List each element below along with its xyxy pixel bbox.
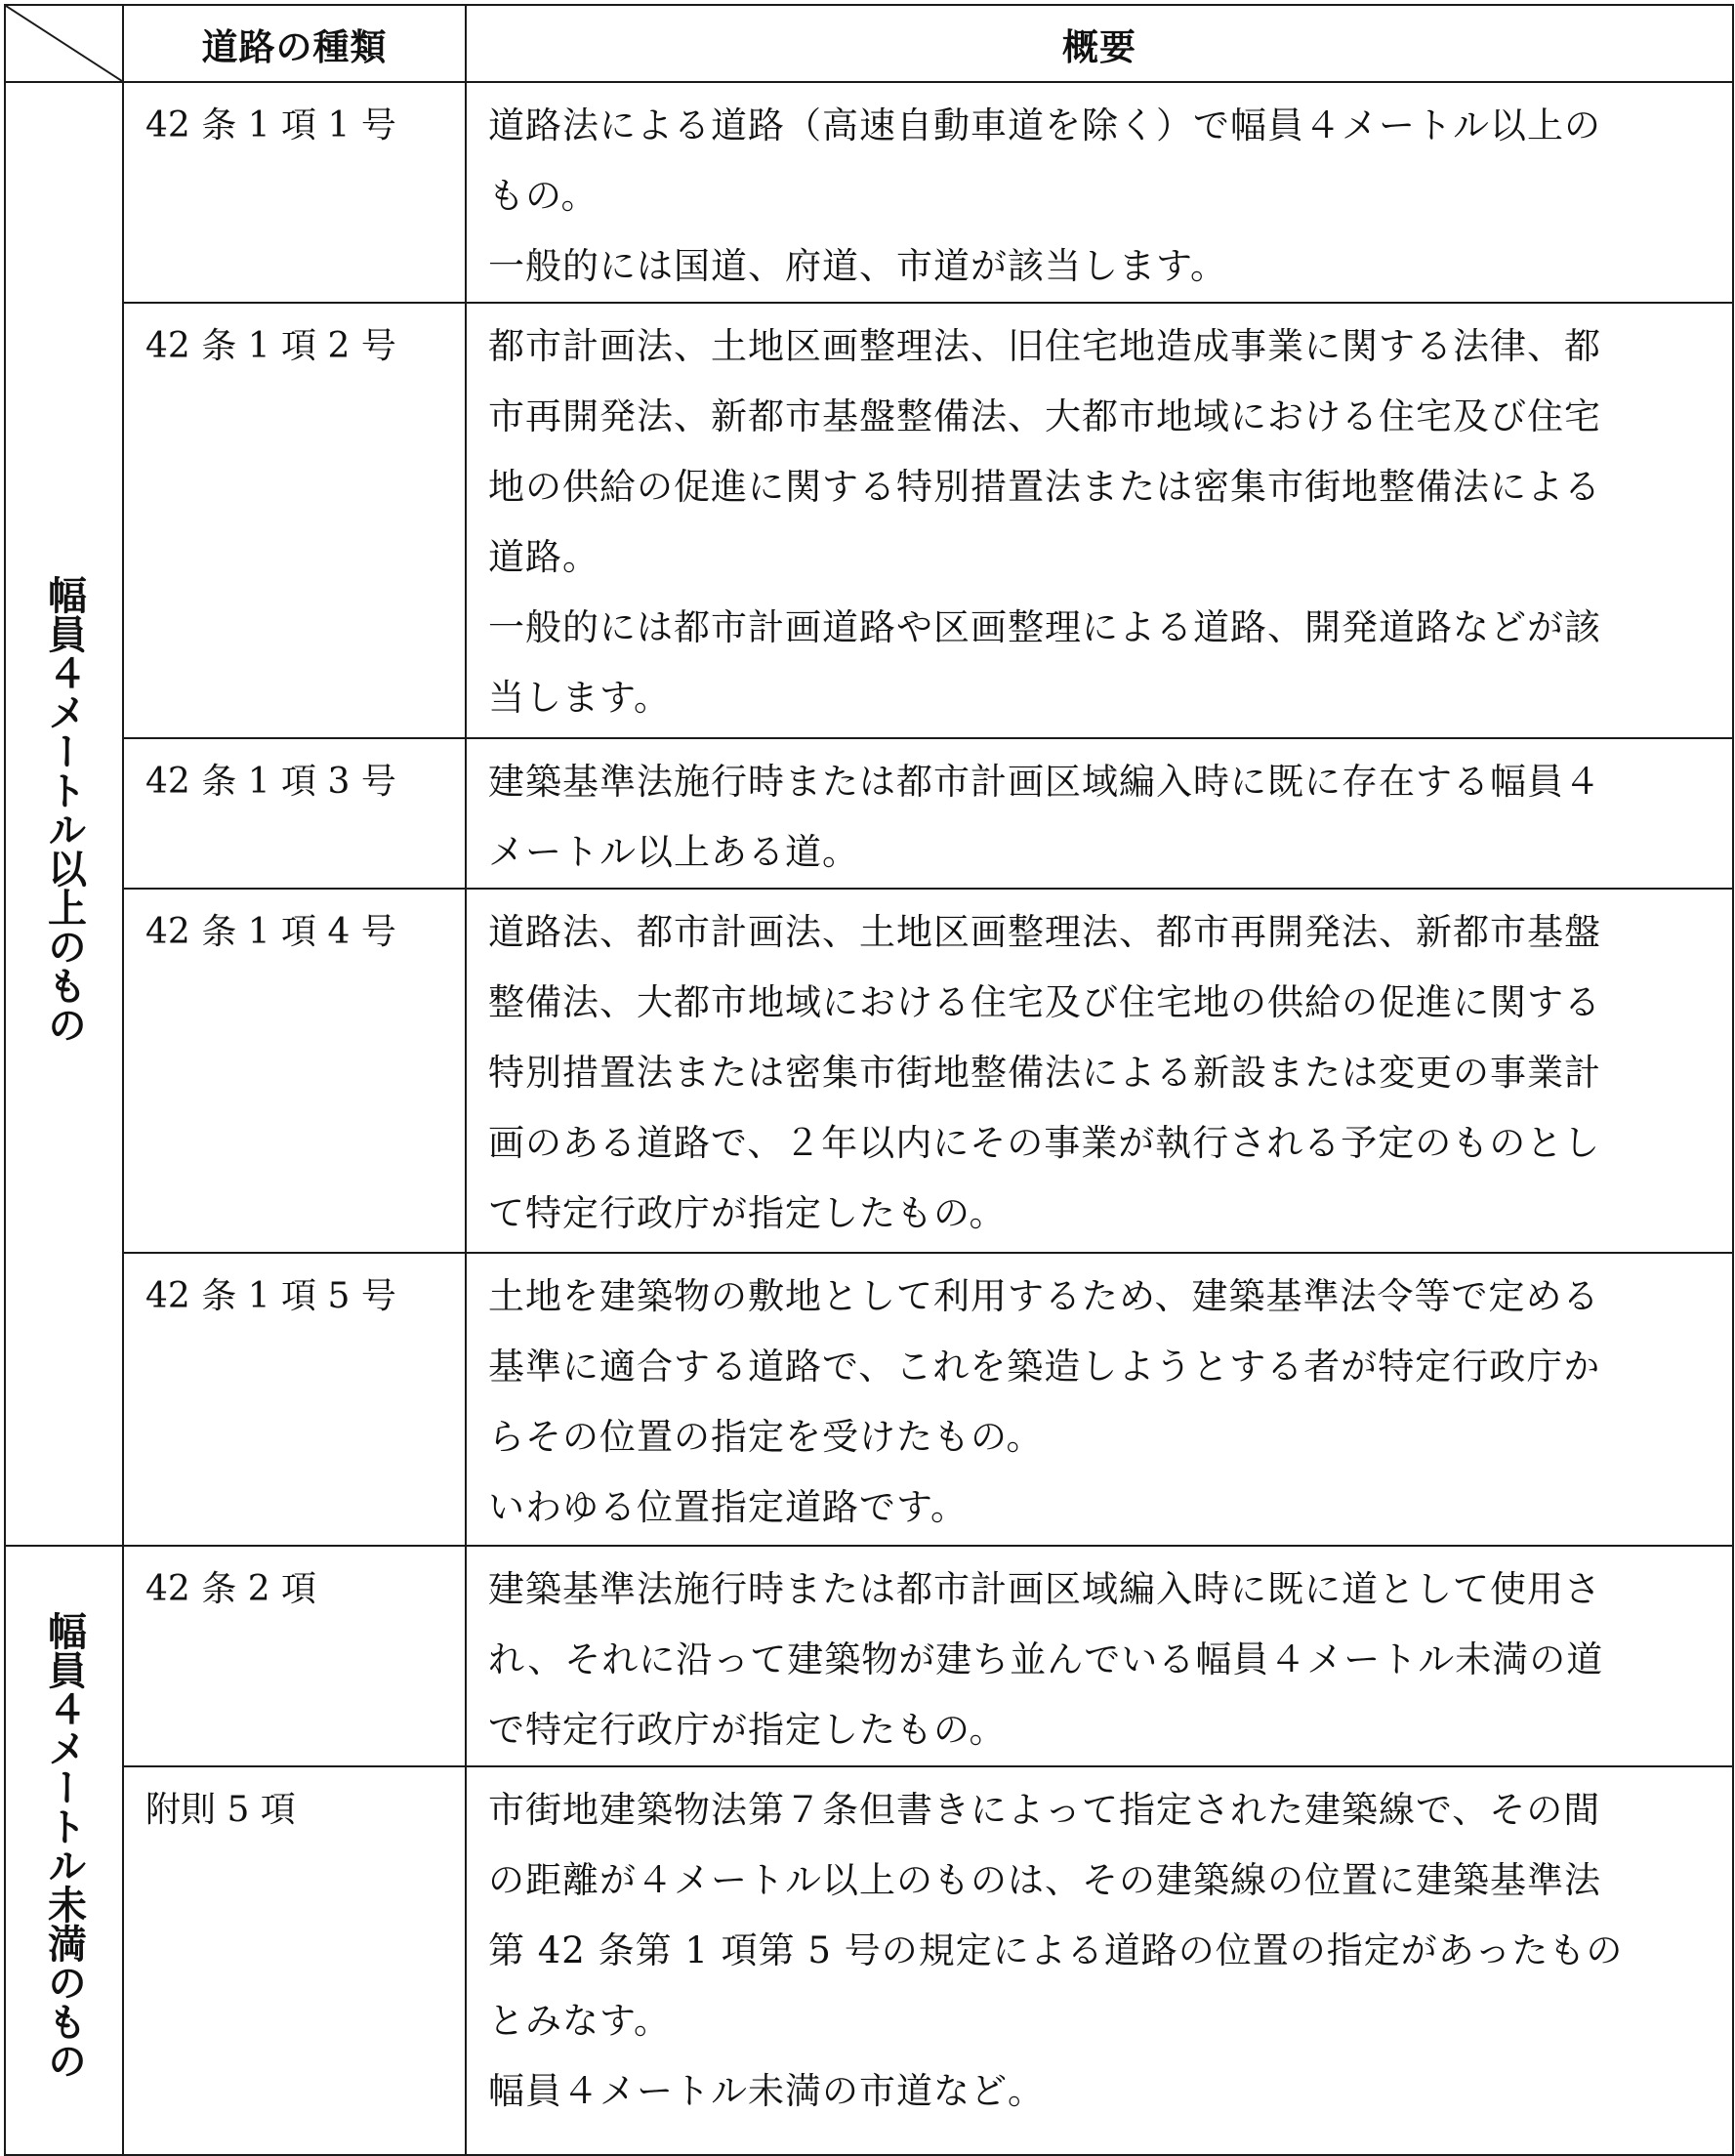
road-type-cell: 42 条 1 項 5 号 <box>123 1253 466 1546</box>
summary-line: 土地を建築物の敷地として利用するため、建築基準法令等で定める <box>488 1275 1600 1317</box>
table-row <box>5 889 1733 1253</box>
road-type-cell: 42 条 2 項 <box>123 1546 466 1766</box>
road-type-table <box>4 4 1734 2156</box>
summary-line: いわゆる位置指定道路です。 <box>488 1486 969 1528</box>
road-type-cell: 42 条 1 項 4 号 <box>123 889 466 1253</box>
summary-line: 整備法、大都市地域における住宅及び住宅地の供給の促進に関する <box>488 981 1601 1023</box>
summary-line: で特定行政庁が指定したもの。 <box>488 1709 1007 1751</box>
summary-line: 画のある道路で、２年以内にその事業が執行される予定のものとし <box>488 1122 1601 1164</box>
summary-cell <box>466 82 1733 303</box>
summary-line: 建築基準法施行時または都市計画区域編入時に既に存在する幅員４ <box>488 761 1601 803</box>
summary-line: 当します。 <box>488 677 672 719</box>
summary-line: 一般的には都市計画道路や区画整理による道路、開発道路などが該 <box>488 606 1601 648</box>
summary-line: 地の供給の促進に関する特別措置法または密集市街地整備法による <box>488 466 1601 508</box>
table-row <box>5 303 1733 738</box>
road-type-cell: 42 条 1 項 1 号 <box>123 82 466 303</box>
summary-cell <box>466 738 1733 889</box>
summary-line: 特別措置法または密集市街地整備法による新設または変更の事業計 <box>488 1052 1601 1094</box>
group-label: 幅員４メートル未満のもの <box>41 1611 87 2080</box>
summary-line: 都市計画法、土地区画整理法、旧住宅地造成事業に関する法律、都 <box>488 325 1601 367</box>
summary-line: 幅員４メートル未満の市道など。 <box>488 2070 1045 2112</box>
summary-cell <box>466 303 1733 738</box>
road-type-cell: 42 条 1 項 2 号 <box>123 303 466 738</box>
group-cell-wide <box>5 82 123 1546</box>
road-type-cell: 附則 5 項 <box>123 1766 466 2155</box>
summary-line: 道路。 <box>488 536 599 578</box>
table-row <box>5 738 1733 889</box>
summary-line: れ、それに沿って建築物が建ち並んでいる幅員４メートル未満の道 <box>488 1638 1604 1680</box>
summary-line: 第 42 条第 1 項第 5 号の規定による道路の位置の指定があったもの <box>488 1929 1624 1971</box>
summary-line: もの。 <box>488 175 599 217</box>
summary-line: 市再開発法、新都市基盤整備法、大都市地域における住宅及び住宅 <box>488 395 1601 437</box>
summary-cell <box>466 1546 1733 1766</box>
corner-cell <box>5 5 123 82</box>
summary-line: とみなす。 <box>488 2000 672 2042</box>
summary-line: て特定行政庁が指定したもの。 <box>488 1192 1007 1234</box>
diagonal-line <box>6 6 122 81</box>
summary-cell <box>466 1766 1733 2155</box>
table-row <box>5 82 1733 303</box>
summary-line: 道路法による道路（高速自動車道を除く）で幅員４メートル以上の <box>488 104 1601 146</box>
summary-line: らその位置の指定を受けたもの。 <box>488 1416 1044 1458</box>
summary-line: 市街地建築物法第７条但書きによって指定された建築線で、その間 <box>488 1789 1601 1831</box>
road-type-cell: 42 条 1 項 3 号 <box>123 738 466 889</box>
summary-line: の距離が４メートル以上のものは、その建築線の位置に建築基準法 <box>488 1859 1601 1901</box>
summary-line: 建築基準法施行時または都市計画区域編入時に既に道として使用さ <box>488 1568 1601 1610</box>
header-road-type: 道路の種類 <box>123 5 466 82</box>
summary-line: 一般的には国道、府道、市道が該当します。 <box>488 245 1228 287</box>
header-summary: 概要 <box>466 5 1733 82</box>
table-row <box>5 1766 1733 2155</box>
summary-cell <box>466 889 1733 1253</box>
header-row <box>5 5 1733 82</box>
group-label: 幅員４メートル以上のもの <box>41 574 87 1044</box>
group-cell-narrow <box>5 1546 123 2155</box>
table-row <box>5 1546 1733 1766</box>
table-row <box>5 1253 1733 1546</box>
summary-cell <box>466 1253 1733 1546</box>
summary-line: メートル以上ある道。 <box>488 831 859 873</box>
summary-line: 基準に適合する道路で、これを築造しようとする者が特定行政庁か <box>488 1346 1601 1388</box>
summary-line: 道路法、都市計画法、土地区画整理法、都市再開発法、新都市基盤 <box>488 911 1601 953</box>
